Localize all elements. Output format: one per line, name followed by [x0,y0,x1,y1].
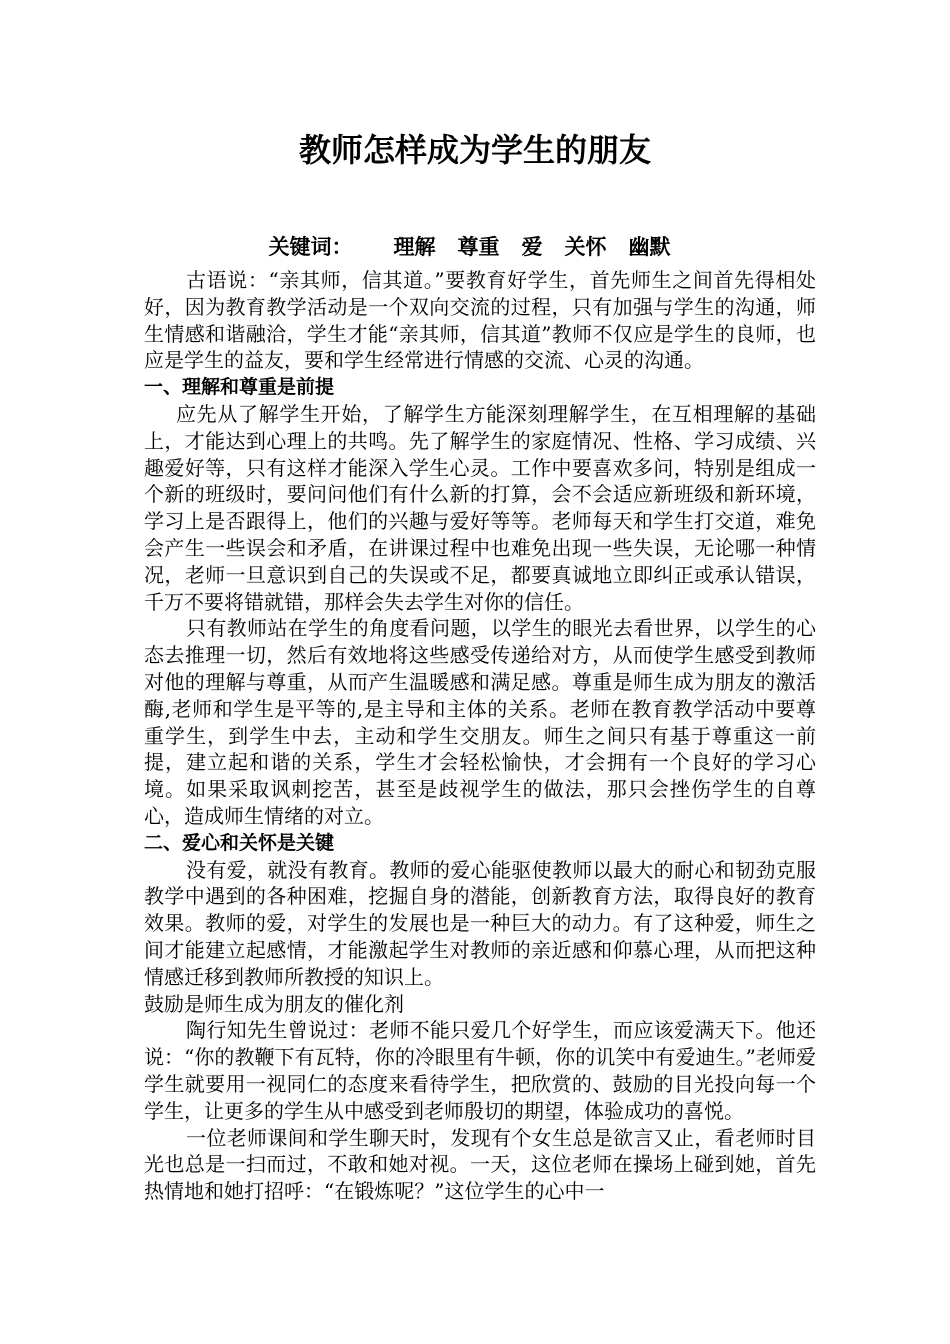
keyword-care: 关怀 [564,235,607,259]
section1-paragraph-2: 只有教师站在学生的角度看问题，以学生的眼光去看世界，以学生的心态去推理一切，然后有效地将这些感受传递给对方，从而使学生感受到教师对他的理解与尊重，从而产生温暖感和满足感。尊重是师生成为朋友的激活酶,老师和学生是平等的,是主导和主体的关系。老师在教育教学活动中要尊重学生，到学生中去，主动和学生交朋友。师生之间只有基于尊重这一前提，建立起和谐的关系，学生才会轻松愉快，才会拥有一个良好的学习心境。如果采取讽刺挖苦，甚至是歧视学生的做法，那只会挫伤学生的自尊心，造成师生情绪的对立。 [144,616,816,828]
section2-subheading: 鼓励是师生成为朋友的催化剂 [144,991,404,1016]
keyword-understanding: 理解 [393,235,436,259]
intro-paragraph: 古语说：“亲其师，信其道。”要教育好学生，首先师生之间首先得相处好，因为教育教学活动是一个双向交流的过程，只有加强与学生的沟通，师生情感和谐融洽，学生才能“亲其师，信其道”教师不仅应是学生的良师，也应是学生的益友，要和学生经常进行情感的交流、心灵的沟通。 [144,268,816,373]
document-title: 教师怎样成为学生的朋友 [298,131,651,169]
keywords-label: 关键词： [268,235,353,259]
section-heading-2: 二、爱心和关怀是关键 [144,831,335,854]
keyword-respect: 尊重 [457,235,500,259]
keywords-line [0,231,950,263]
section2-paragraph-3: 一位老师课间和学生聊天时，发现有个女生总是欲言又止，看老师时目光也总是一扫而过，不敢和她对视。一天，这位老师在操场上碰到她，首先热情地和她打招呼：“在锻炼呢？”这位学生的心中一 [144,1125,816,1204]
keyword-humor: 幽默 [628,235,671,259]
document-body [144,267,816,1205]
keyword-love: 爱 [521,235,543,259]
section1-paragraph-1: 应先从了解学生开始，了解学生方能深刻理解学生，在互相理解的基础上，才能达到心理上的共鸣。先了解学生的家庭情况、性格、学习成绩、兴趣爱好等，只有这样才能深入学生心灵。工作中要喜欢多问，特别是组成一个新的班级时，要问问他们有什么新的打算，会不会适应新班级和新环境，学习上是否跟得上，他们的兴趣与爱好等等。老师每天和学生打交道，难免会产生一些误会和矛盾，在讲课过程中也难免出现一些失误，无论哪一种情况，老师一旦意识到自己的失误或不足，都要真诚地立即纠正或承认错误，千万不要将错就错，那样会失去学生对你的信任。 [144,401,816,614]
section-heading-1: 一、理解和尊重是前提 [144,376,335,399]
section2-paragraph-2: 陶行知先生曾说过：老师不能只爱几个好学生，而应该爱满天下。他还说：“你的教鞭下有瓦特，你的冷眼里有牛顿，你的讥笑中有爱迪生。”老师爱学生就要用一视同仁的态度来看待学生，把欣赏的、鼓励的目光投向每一个学生，让更多的学生从中感受到老师殷切的期望，体验成功的喜悦。 [144,1018,816,1123]
section2-paragraph-1: 没有爱，就没有教育。教师的爱心能驱使教师以最大的耐心和韧劲克服教学中遇到的各种困难，挖掘自身的潜能，创新教育方法，取得良好的教育效果。教师的爱，对学生的发展也是一种巨大的动力。有了这种爱，师生之间才能建立起感情，才能激起学生对教师的亲近感和仰慕心理，从而把这种情感迁移到教师所教授的知识上。 [144,857,816,989]
